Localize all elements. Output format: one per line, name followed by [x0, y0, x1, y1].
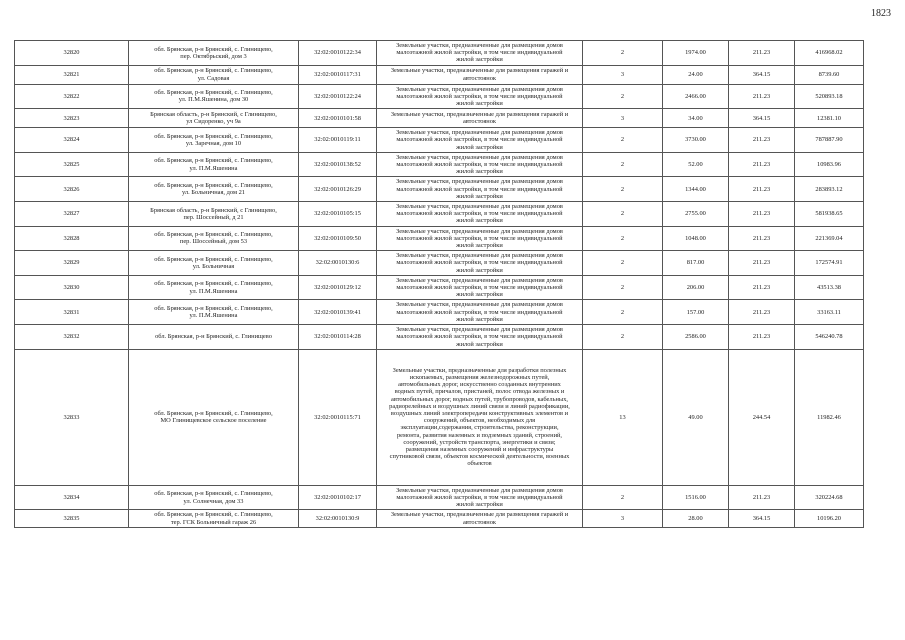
row-group: 2 [583, 275, 663, 300]
row-group: 13 [583, 349, 663, 485]
row-cadastral-value: 221369.04 [795, 226, 864, 251]
row-land-purpose: Земельные участки, предназначенные для размещения гаражей и автостоянок [377, 109, 583, 128]
row-id: 32830 [15, 275, 129, 300]
land-register-table [14, 40, 864, 528]
row-address: обл. Брянская, р-н Брянский, с. Глинищево, ул. П.М.Яшенина [129, 152, 299, 177]
row-cadastral-value: 43513.38 [795, 275, 864, 300]
table-row [15, 177, 864, 202]
row-group: 2 [583, 128, 663, 153]
row-cadastral-number: 32:02:0010130:9 [299, 510, 377, 527]
row-group: 3 [583, 65, 663, 84]
row-id: 32834 [15, 485, 129, 510]
row-area: 24.00 [663, 65, 729, 84]
row-land-purpose: Земельные участки, предназначенные для разработки полезных ископаемых, размещения железнодорожных путей, автомобильных дорог, искусственно созданных внутренних водных путей, причалов, пристаней, полос отвода железных и автомобильных дорог, водных путей, трубопроводов, кабельных, радиорелейных и воздушных линий связи и линий радиофикации, воздушных линий электропередачи конструктивных элементов и сооружений, объектов, необходимых для эксплуатации,содержания, строительства, реконструкции, ремонта, развития наземных и подземных зданий, строений, сооружений, устройств транспорта, энергетики и связи; размещения наземных сооружений и инфраструктуры спутниковой связи, объектов космической деятельности, военных объектов [377, 349, 583, 485]
row-address: обл. Брянская, р-н Брянский, с. Глинищево, ул. П.М.Яшенина [129, 275, 299, 300]
row-group: 3 [583, 510, 663, 527]
table-row [15, 485, 864, 510]
row-id: 32826 [15, 177, 129, 202]
table-row [15, 41, 864, 66]
row-id: 32835 [15, 510, 129, 527]
row-id: 32828 [15, 226, 129, 251]
row-cadastral-value: 520893.18 [795, 84, 864, 109]
table-row [15, 325, 864, 350]
table-row [15, 128, 864, 153]
row-cadastral-value: 33163.11 [795, 300, 864, 325]
row-land-purpose: Земельные участки, предназначенные для размещения домов малоэтажной жилой застройки, в том числе индивидуальной жилой застройки [377, 128, 583, 153]
row-address: обл. Брянская, р-н Брянский, с. Глинищево, пер. Шоссейный, дом 53 [129, 226, 299, 251]
row-rate: 211.23 [729, 251, 795, 276]
row-area: 2755.00 [663, 202, 729, 227]
row-land-purpose: Земельные участки, предназначенные для размещения домов малоэтажной жилой застройки, в том числе индивидуальной жилой застройки [377, 275, 583, 300]
row-address: обл. Брянская, р-н Брянский, с. Глинищево, ул. П.М.Яшенина [129, 300, 299, 325]
row-area: 52.00 [663, 152, 729, 177]
page-number: 1823 [871, 8, 891, 19]
row-land-purpose: Земельные участки, предназначенные для размещения домов малоэтажной жилой застройки, в том числе индивидуальной жилой застройки [377, 41, 583, 66]
row-address: обл. Брянская, р-н Брянский, с. Глинищево, ул. Садовая [129, 65, 299, 84]
row-group: 3 [583, 109, 663, 128]
row-cadastral-value: 283893.12 [795, 177, 864, 202]
row-area: 1344.00 [663, 177, 729, 202]
row-cadastral-number: 32:02:0010122:34 [299, 41, 377, 66]
row-cadastral-value: 320224.68 [795, 485, 864, 510]
row-cadastral-number: 32:02:0010138:52 [299, 152, 377, 177]
row-area: 206.00 [663, 275, 729, 300]
row-id: 32829 [15, 251, 129, 276]
row-area: 1516.00 [663, 485, 729, 510]
row-cadastral-value: 12381.10 [795, 109, 864, 128]
row-group: 2 [583, 300, 663, 325]
row-id: 32825 [15, 152, 129, 177]
row-rate: 364.15 [729, 510, 795, 527]
table-row [15, 109, 864, 128]
row-land-purpose: Земельные участки, предназначенные для размещения домов малоэтажной жилой застройки, в том числе индивидуальной жилой застройки [377, 177, 583, 202]
row-address: обл. Брянская, р-н Брянский, с. Глинищево, ул. Солнечная, дом 33 [129, 485, 299, 510]
row-address: обл. Брянская, р-н Брянский, с. Глинищево, пер. Октябрьский, дом 3 [129, 41, 299, 66]
table-row [15, 510, 864, 527]
row-address: обл. Брянская, р-н Брянский, с. Глинищево, ул. П.М.Яшенина, дом 30 [129, 84, 299, 109]
row-land-purpose: Земельные участки, предназначенные для размещения домов малоэтажной жилой застройки, в том числе индивидуальной жилой застройки [377, 226, 583, 251]
row-rate: 364.15 [729, 109, 795, 128]
row-cadastral-number: 32:02:0010119:11 [299, 128, 377, 153]
row-rate: 211.23 [729, 226, 795, 251]
row-group: 2 [583, 177, 663, 202]
row-group: 2 [583, 152, 663, 177]
row-cadastral-value: 8739.60 [795, 65, 864, 84]
row-group: 2 [583, 202, 663, 227]
row-id: 32824 [15, 128, 129, 153]
row-cadastral-value: 10983.96 [795, 152, 864, 177]
row-address: обл. Брянская, р-н Брянский, с. Глинищево, МО Глинищевское сельское поселение [129, 349, 299, 485]
row-cadastral-value: 10196.20 [795, 510, 864, 527]
table-row [15, 275, 864, 300]
table-row [15, 152, 864, 177]
row-id: 32823 [15, 109, 129, 128]
row-cadastral-value: 416968.02 [795, 41, 864, 66]
row-id: 32833 [15, 349, 129, 485]
table-row [15, 251, 864, 276]
row-cadastral-number: 32:02:0010109:50 [299, 226, 377, 251]
row-land-purpose: Земельные участки, предназначенные для размещения домов малоэтажной жилой застройки, в том числе индивидуальной жилой застройки [377, 300, 583, 325]
row-cadastral-number: 32:02:0010129:12 [299, 275, 377, 300]
row-id: 32831 [15, 300, 129, 325]
row-group: 2 [583, 41, 663, 66]
row-area: 3730.00 [663, 128, 729, 153]
row-rate: 211.23 [729, 152, 795, 177]
row-rate: 364.15 [729, 65, 795, 84]
row-rate: 211.23 [729, 128, 795, 153]
row-rate: 211.23 [729, 84, 795, 109]
row-address: обл. Брянская, р-н Брянский, с. Глинищево, ул. Больничная, дом 21 [129, 177, 299, 202]
row-area: 2586.00 [663, 325, 729, 350]
row-id: 32827 [15, 202, 129, 227]
row-id: 32822 [15, 84, 129, 109]
row-cadastral-number: 32:02:0010117:31 [299, 65, 377, 84]
row-cadastral-value: 581938.65 [795, 202, 864, 227]
row-cadastral-number: 32:02:0010101:58 [299, 109, 377, 128]
row-cadastral-value: 546240.78 [795, 325, 864, 350]
row-land-purpose: Земельные участки, предназначенные для размещения домов малоэтажной жилой застройки, в том числе индивидуальной жилой застройки [377, 325, 583, 350]
row-area: 28.00 [663, 510, 729, 527]
row-rate: 211.23 [729, 325, 795, 350]
table-row [15, 65, 864, 84]
row-cadastral-number: 32:02:0010122:24 [299, 84, 377, 109]
row-cadastral-value: 787887.90 [795, 128, 864, 153]
row-rate: 244.54 [729, 349, 795, 485]
row-group: 2 [583, 251, 663, 276]
table-row [15, 202, 864, 227]
row-area: 817.00 [663, 251, 729, 276]
row-area: 1048.00 [663, 226, 729, 251]
row-address: Брянская область, р-н Брянский, с Глинищево, пер. Шоссейный, д 21 [129, 202, 299, 227]
row-land-purpose: Земельные участки, предназначенные для размещения домов малоэтажной жилой застройки, в том числе индивидуальной жилой застройки [377, 152, 583, 177]
row-cadastral-number: 32:02:0010139:41 [299, 300, 377, 325]
row-area: 49.00 [663, 349, 729, 485]
row-cadastral-number: 32:02:0010115:71 [299, 349, 377, 485]
row-cadastral-number: 32:02:0010126:29 [299, 177, 377, 202]
row-land-purpose: Земельные участки, предназначенные для размещения гаражей и автостоянок [377, 65, 583, 84]
row-land-purpose: Земельные участки, предназначенные для размещения домов малоэтажной жилой застройки, в том числе индивидуальной жилой застройки [377, 84, 583, 109]
row-cadastral-value: 172574.91 [795, 251, 864, 276]
table-row [15, 84, 864, 109]
row-area: 2466.00 [663, 84, 729, 109]
row-group: 2 [583, 226, 663, 251]
row-land-purpose: Земельные участки, предназначенные для размещения домов малоэтажной жилой застройки, в том числе индивидуальной жилой застройки [377, 251, 583, 276]
row-id: 32832 [15, 325, 129, 350]
row-id: 32821 [15, 65, 129, 84]
row-address: обл. Брянская, р-н Брянский, с. Глинищево [129, 325, 299, 350]
row-group: 2 [583, 84, 663, 109]
row-rate: 211.23 [729, 485, 795, 510]
row-area: 1974.00 [663, 41, 729, 66]
row-group: 2 [583, 485, 663, 510]
row-rate: 211.23 [729, 275, 795, 300]
row-cadastral-number: 32:02:0010102:17 [299, 485, 377, 510]
row-land-purpose: Земельные участки, предназначенные для размещения домов малоэтажной жилой застройки, в том числе индивидуальной жилой застройки [377, 485, 583, 510]
row-address: Брянская область, р-н Брянский, с Глинищево, ул Сидоренко, уч 9а [129, 109, 299, 128]
row-area: 157.00 [663, 300, 729, 325]
row-address: обл. Брянская, р-н Брянский, с. Глинищево, ул. Больничная [129, 251, 299, 276]
row-area: 34.00 [663, 109, 729, 128]
row-cadastral-number: 32:02:0010114:28 [299, 325, 377, 350]
table-row [15, 349, 864, 485]
row-rate: 211.23 [729, 202, 795, 227]
row-group: 2 [583, 325, 663, 350]
row-address: обл. Брянская, р-н Брянский, с. Глинищево, ул. Заречная, дом 10 [129, 128, 299, 153]
row-cadastral-value: 11982.46 [795, 349, 864, 485]
row-cadastral-number: 32:02:0010105:15 [299, 202, 377, 227]
row-id: 32820 [15, 41, 129, 66]
table-body [15, 41, 864, 528]
table-row [15, 226, 864, 251]
row-rate: 211.23 [729, 41, 795, 66]
table-row [15, 300, 864, 325]
row-address: обл. Брянская, р-н Брянский, с. Глинищево, тер. ГСК Больничный гараж 26 [129, 510, 299, 527]
row-cadastral-number: 32:02:0010130:6 [299, 251, 377, 276]
row-rate: 211.23 [729, 300, 795, 325]
row-land-purpose: Земельные участки, предназначенные для размещения домов малоэтажной жилой застройки, в том числе индивидуальной жилой застройки [377, 202, 583, 227]
row-land-purpose: Земельные участки, предназначенные для размещения гаражей и автостоянок [377, 510, 583, 527]
row-rate: 211.23 [729, 177, 795, 202]
